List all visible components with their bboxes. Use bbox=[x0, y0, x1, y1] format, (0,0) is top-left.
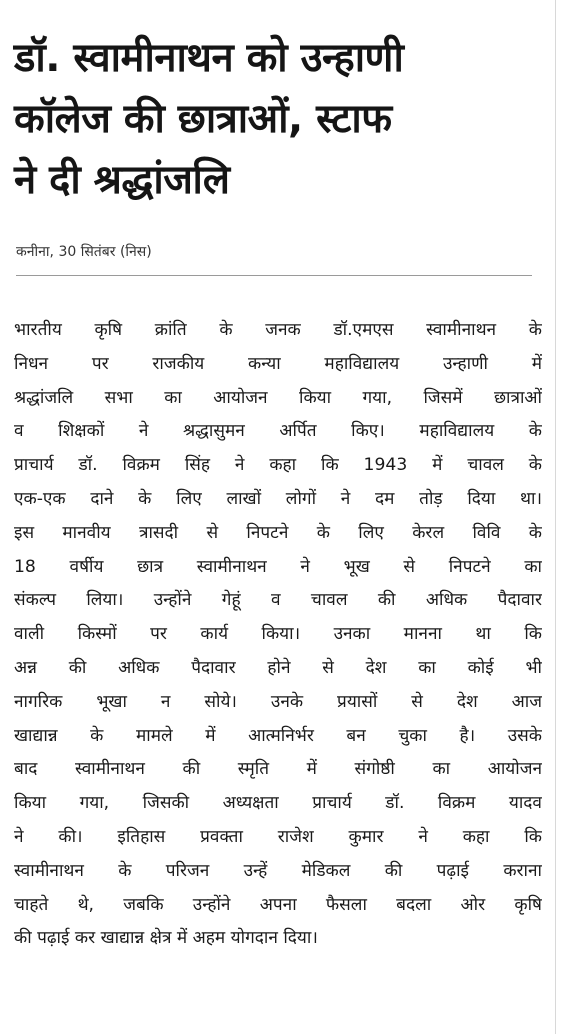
body-line: बाद स्वामीनाथन की स्मृति में संगोष्ठी का आयोजन bbox=[14, 759, 542, 780]
body-line: वाली किस्मों पर कार्य किया। उनका मानना था कि bbox=[14, 624, 542, 645]
body-line: एक-एक दाने के लिए लाखों लोगों ने दम तोड़ दिया था। bbox=[14, 488, 542, 509]
body-line: प्राचार्य डॉ. विक्रम सिंह ने कहा कि 1943 में चावल के bbox=[14, 455, 542, 476]
column-edge-line bbox=[555, 0, 556, 1034]
body-line: 18 वर्षीय छात्र स्वामीनाथन ने भूख से निपटने का bbox=[14, 556, 542, 577]
headline-line: ने दी श्रद्धांजलि bbox=[14, 157, 230, 203]
article-headline bbox=[14, 28, 534, 211]
body-line: ने की। इतिहास प्रवक्ता राजेश कुमार ने कहा कि bbox=[14, 826, 542, 847]
body-line: संकल्प लिया। उन्होंने गेहूं व चावल की अधिक पैदावार bbox=[14, 590, 542, 611]
article-dateline: कनीना, 30 सितंबर (निस) bbox=[16, 244, 152, 260]
body-line: निधन पर राजकीय कन्या महाविद्यालय उन्हाणी में bbox=[14, 353, 542, 374]
body-line: व शिक्षकों ने श्रद्धासुमन अर्पित किए। महाविद्यालय के bbox=[14, 421, 542, 442]
headline-line: डॉ. स्वामीनाथन को उन्हाणी bbox=[14, 35, 404, 81]
body-line: नागरिक भूखा न सोये। उनके प्रयासों से देश आज bbox=[14, 691, 542, 712]
body-line: इस मानवीय त्रासदी से निपटने के लिए केरल विवि के bbox=[14, 522, 542, 543]
body-line: अन्न की अधिक पैदावार होने से देश का कोई भी bbox=[14, 657, 542, 678]
headline-line: कॉलेज की छात्राओं, स्टाफ bbox=[14, 96, 392, 142]
body-line: की पढ़ाई कर खाद्यान्न क्षेत्र में अहम योगदान दिया। bbox=[14, 928, 318, 949]
article-body bbox=[14, 314, 542, 956]
divider bbox=[16, 275, 532, 276]
body-line: चाहते थे, जबकि उन्होंने अपना फैसला बदला ओर कृषि bbox=[14, 894, 542, 915]
body-line: श्रद्धांजलि सभा का आयोजन किया गया, जिसमें छात्राओं bbox=[14, 387, 542, 408]
body-line: किया गया, जिसकी अध्यक्षता प्राचार्य डॉ. विक्रम यादव bbox=[14, 793, 542, 814]
body-line: स्वामीनाथन के परिजन उन्हें मेडिकल की पढ़ाई कराना bbox=[14, 860, 542, 881]
body-line: भारतीय कृषि क्रांति के जनक डॉ.एमएस स्वामीनाथन के bbox=[14, 320, 542, 340]
body-line: खाद्यान्न के मामले में आत्मनिर्भर बन चुका है। उसके bbox=[14, 725, 542, 746]
